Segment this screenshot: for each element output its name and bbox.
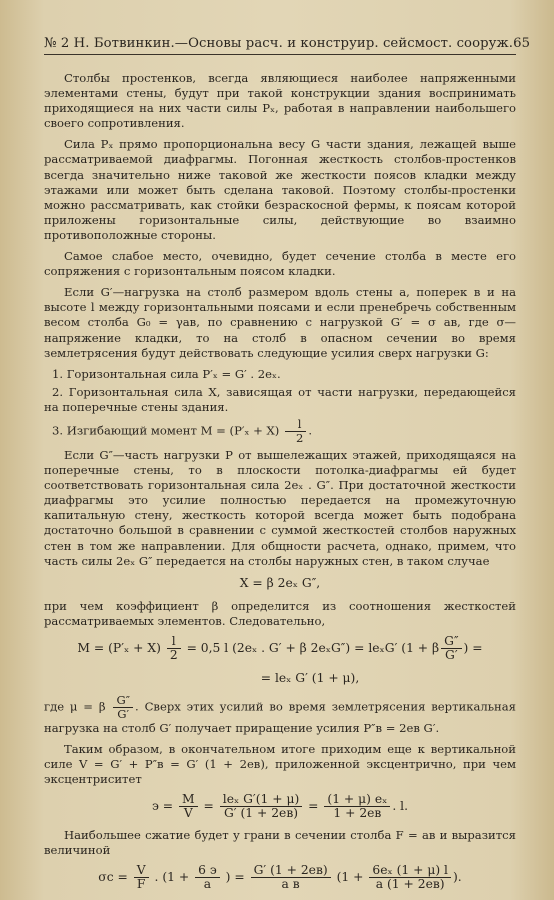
- formula-part: . (1 +: [154, 870, 190, 885]
- fraction: [134, 864, 149, 891]
- fraction: [220, 793, 302, 820]
- formula-x: X = β 2eₓ G″,: [239, 575, 321, 590]
- paragraph: при чем коэффициент β определится из соотношения жесткостей рассматриваемых элементов. Следовательно,: [44, 598, 516, 628]
- text-part: . Сверх этих усилий во время землетрясения вертикальная нагрузка на столб G′ получает приращение усилия P″в = 2eв G′.: [44, 699, 517, 735]
- denominator: 1 + 2eв: [333, 806, 382, 821]
- numerator: (1 + μ) eₓ: [324, 793, 390, 807]
- text-part: где μ = β: [44, 699, 106, 714]
- formula-part: (1 +: [336, 870, 364, 885]
- fraction: [251, 864, 331, 891]
- paragraph: Наибольшее сжатие будет у грани в сечении столба F = ав и выразится величиной: [44, 828, 516, 858]
- paragraph: Если G″—часть нагрузки P от вышележащих этажей, приходящаяся на поперечные стены, то в плоскости потолка-диафрагмы ей будет соответствовать горизонтальная сила 2eₓ . G″. При достаточной жесткости диафрагмы это усилие полностью передается на промежуточную капитальную стену, жесткость которой всегда может быть подобрана достаточно большой в сравнении с суммой жесткостей столбов наружных стен в том же направлении. Для общности расчета, однако, примем, что часть силы 2eₓ G″ передается на столбы наружных стен, в таком случае: [44, 447, 516, 568]
- numerator: M: [179, 793, 198, 807]
- paragraph: Сила Pₓ прямо пропорциональна весу G части здания, лежащей выше рассматриваемой диафрагмы. Погонная жесткость столбов-простенков всегда значительно ниже таковой же жесткости поясов кладки между этажами или может быть сделана таковой. Поэтому столбы-простенки можно рассматривать, как стойки безраскосной фермы, к поясам которой приложены горизонтальные силы, действующие во взаимно противоположные стороны.: [44, 137, 516, 242]
- formula-part: M = (P′ₓ + X): [77, 640, 161, 655]
- formula-part: . l.: [392, 799, 409, 814]
- header-title: № 2 Н. Ботвинкин.—Основы расч. и конструир. сейсмост. сооруж.: [44, 36, 514, 51]
- list-item: 1. Горизонтальная сила P′ₓ = G′ . 2eₓ.: [52, 366, 281, 381]
- numerator: G″: [113, 694, 133, 708]
- fraction: [113, 694, 133, 721]
- body-text: [44, 71, 516, 891]
- paragraph: [44, 694, 516, 736]
- fraction: [324, 793, 390, 820]
- formula-part: σс =: [98, 870, 128, 885]
- formula-compression: [44, 864, 516, 891]
- numerator: V: [134, 864, 149, 878]
- list-item: 2. Горизонтальная сила X, зависящая от части нагрузки, передающейся на поперечные стены здания.: [44, 384, 516, 414]
- denominator: а в: [281, 877, 300, 892]
- running-header: [44, 36, 531, 55]
- paragraph: Таким образом, в окончательном итоге приходим еще к вертикальной силе V = G′ + P″в = G′ (1 + 2eв), приложенной эксцентрично, при чем эксцентриситет: [44, 742, 516, 787]
- fraction: [441, 635, 461, 662]
- numerator: l: [167, 635, 181, 649]
- formula-part: ).: [452, 870, 462, 885]
- denominator: G′ (1 + 2eв): [223, 806, 299, 821]
- formula-part: =: [308, 799, 319, 814]
- formula-moment-result: = leₓ G′ (1 + μ),: [260, 670, 360, 685]
- denominator: F: [136, 877, 146, 892]
- list-item: 3. Изгибающий момент M = (P′ₓ + X) $\frac{l}{2}$ .: [52, 416, 313, 445]
- formula-eccentricity: [44, 793, 516, 820]
- item3-text: 3. Изгибающий момент M = (P′ₓ + X): [52, 423, 280, 438]
- formula-part: э =: [151, 799, 174, 814]
- fraction: [369, 864, 451, 891]
- denominator: 2: [295, 430, 304, 445]
- page-number: 65: [513, 36, 531, 51]
- fraction: [179, 793, 198, 820]
- paragraph: Самое слабое место, очевидно, будет сечение столба в месте его сопряжения с горизонтальным поясом кладки.: [44, 249, 516, 279]
- paragraph: Если G′—нагрузка на столб размером вдоль стены а, поперек в и на высоте l между горизонтальными поясами и если пренебречь собственным весом столба G₀ = γав, по сравнению с нагрузкой G′ = σ ав, где σ—напряжение кладки, то на столб в опасном сечении во время землетрясения будут действовать следующие усилия сверх нагрузки G:: [44, 285, 516, 360]
- numerator: 6 э: [195, 864, 220, 878]
- numerator: l: [285, 418, 306, 432]
- formula-part: ) =: [225, 870, 245, 885]
- denominator: а: [203, 877, 212, 892]
- numerator: leₓ G′(1 + μ): [220, 793, 302, 807]
- formula-part: ) =: [463, 640, 483, 655]
- fraction: [285, 418, 306, 445]
- denominator: G′: [117, 706, 130, 721]
- denominator: 2: [169, 647, 178, 662]
- formula-part: = 0,5 l (2eₓ . G′ + β 2eₓG″) = leₓG′ (1 + β: [186, 640, 440, 655]
- denominator: а (1 + 2eв): [375, 877, 445, 892]
- paragraph: Столбы простенков, всегда являющиеся наиболее напряженными элементами стены, будут при такой конструкции здания воспринимать приходящиеся на них части силы Pₓ, работая в направлении наибольшего своего сопротивления.: [44, 71, 516, 131]
- fraction: [195, 864, 220, 891]
- denominator: G′: [445, 647, 458, 662]
- denominator: V: [183, 806, 193, 821]
- fraction: [167, 635, 181, 662]
- formula-part: =: [203, 799, 214, 814]
- formula-moment: [44, 635, 516, 662]
- numerator: 6eₓ (1 + μ) l: [369, 864, 451, 878]
- numerator: G″: [441, 635, 461, 649]
- numerator: G′ (1 + 2eв): [251, 864, 331, 878]
